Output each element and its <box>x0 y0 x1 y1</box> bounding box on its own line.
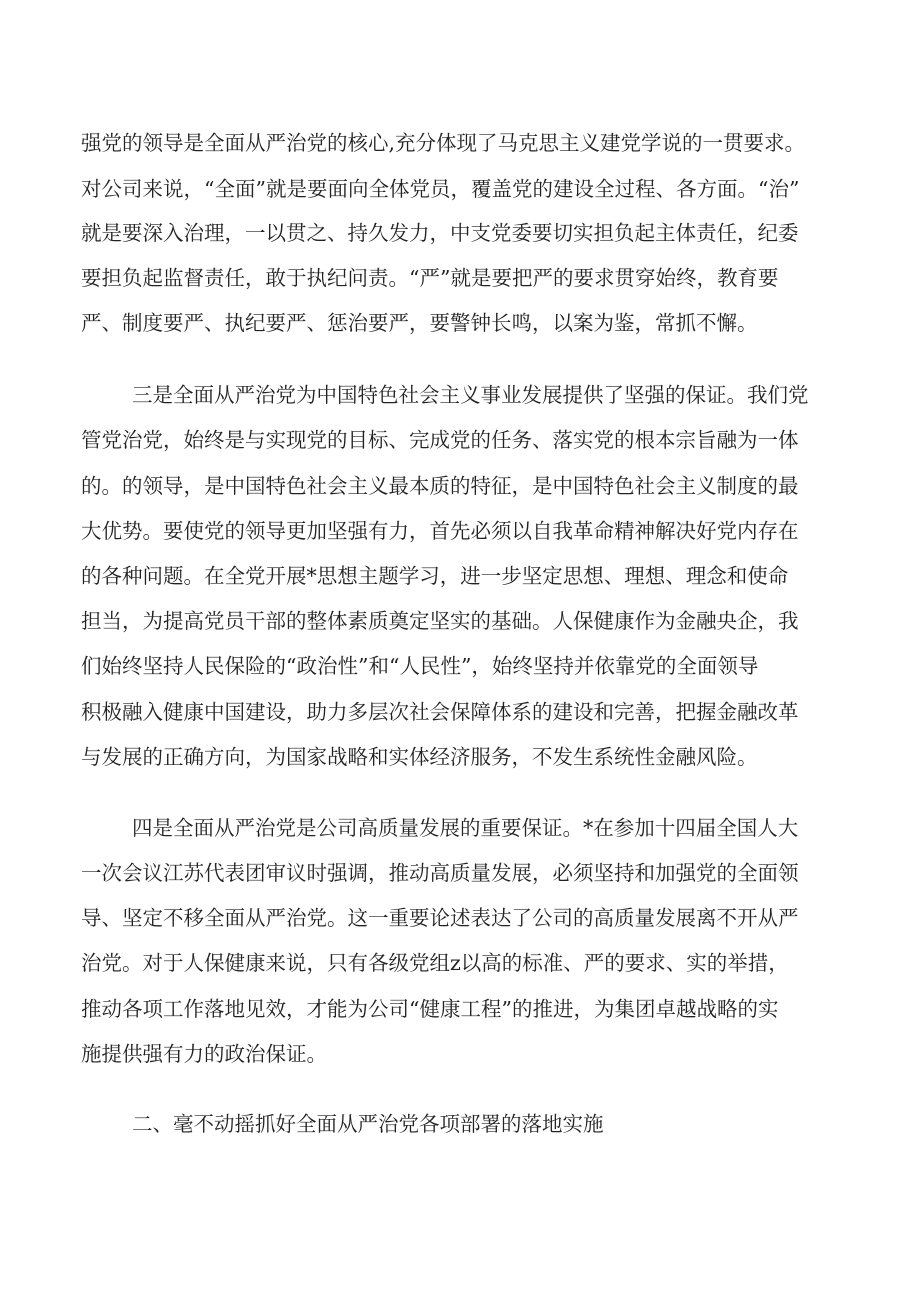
text-line: 导、坚定不移全面从严治党。这一重要论述表达了公司的高质量发展离不开从严 <box>81 906 799 930</box>
text-line: 积极融入健康中国建设，助力多层次社会保障体系的建设和完善，把握金融改革 <box>81 700 799 724</box>
text-line: 严、制度要严、执纪要严、惩治要严，要警钟长鸣，以案为鉴，常抓不懈。 <box>81 311 758 335</box>
text-line: 就是要深入治理，一以贯之、持久发力，中支党委要切实担负起主体责任，纪委 <box>81 221 799 245</box>
text-line: 对公司来说，“全面”就是要面向全体党员，覆盖党的建设全过程、各方面。“治” <box>81 177 800 201</box>
text-line: 担当，为提高党员干部的整体素质奠定坚实的基础。人保健康作为金融央企，我 <box>81 609 799 633</box>
text-line: 的各种问题。在全党开展*思想主题学习，进一步坚定思想、理想、理念和使命 <box>81 564 789 588</box>
text-line: 三是全面从严治党为中国特色社会主义事业发展提供了坚强的保证。我们党 <box>132 383 809 407</box>
text-line: 们始终坚持人民保险的“政治性”和“人民性”，始终坚持并依靠党的全面领导 <box>81 654 759 678</box>
text-line: 的。的领导，是中国特色社会主义最本质的特征，是中国特色社会主义制度的最 <box>81 474 799 498</box>
text-line: 推动各项工作落地见效，才能为公司“健康工程”的推进，为集团卓越战略的实 <box>81 997 779 1021</box>
text-line: 要担负起监督责任，敢于执纪问责。“严”就是要把严的要求贯穿始终，教育要 <box>81 266 779 290</box>
text-line: 管党治党，始终是与实现党的目标、完成党的任务、落实党的根本宗旨融为一体 <box>81 428 799 452</box>
text-line: 四是全面从严治党是公司高质量发展的重要保证。*在参加十四届全国人大 <box>132 816 799 840</box>
text-line: 治党。对于人保健康来说，只有各级党组z以高的标准、严的要求、实的举措， <box>81 951 789 975</box>
text-line: 与发展的正确方向，为国家战略和实体经济服务，不发生系统性金融风险。 <box>81 745 758 769</box>
text-line: 大优势。要使党的领导更加坚强有力，首先必须以自我革命精神解决好党内存在 <box>81 519 799 543</box>
section-heading: 二、毫不动摇抓好全面从严治党各项部署的落地实施 <box>132 1112 604 1136</box>
text-line: 施提供强有力的政治保证。 <box>81 1042 327 1066</box>
text-line: 强党的领导是全面从严治党的核心,充分体现了马克思主义建党学说的一贯要求。 <box>81 131 806 155</box>
text-line: 一次会议江苏代表团审议时强调，推动高质量发展，必须坚持和加强党的全面领 <box>81 861 799 885</box>
